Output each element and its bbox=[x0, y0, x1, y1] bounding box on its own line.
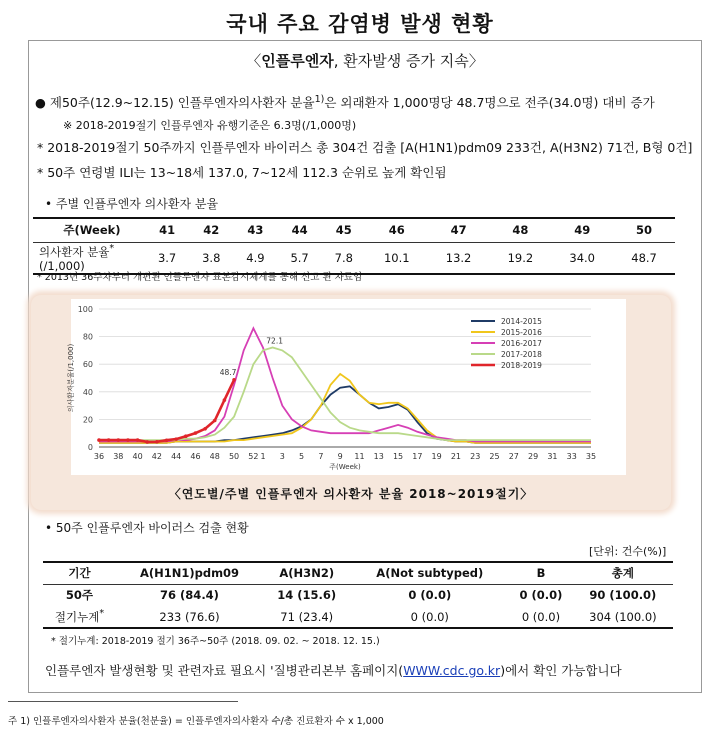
x-tick-label: 36 bbox=[93, 452, 105, 461]
week-value-cell: 3.8 bbox=[202, 250, 221, 265]
chart-caption: 〈연도별/주별 인플루엔자 의사환자 분율 2018~2019절기〉 bbox=[168, 487, 534, 501]
virus-cell: 14 (15.6) bbox=[277, 588, 337, 603]
week-value-cell: 19.2 bbox=[507, 250, 534, 265]
x-tick-label: 35 bbox=[585, 452, 597, 461]
series-point bbox=[165, 438, 169, 442]
weekly-footnote: * 2013년 36주차부터 개편된 인플루엔자 표본감시체계를 통해 신고 된 자료임 bbox=[37, 272, 363, 283]
legend-label: 2015-2016 bbox=[501, 328, 542, 337]
current-annotation: 48.7 bbox=[219, 367, 237, 377]
x-tick-label: 13 bbox=[373, 452, 384, 461]
week-value-cell: 5.7 bbox=[290, 250, 309, 265]
x-tick-label: 9 bbox=[337, 452, 343, 461]
x-tick-label: 7 bbox=[318, 452, 324, 461]
virus-cell: 0 (0.0) bbox=[519, 588, 563, 603]
virus-column-header: A(H3N2) bbox=[263, 562, 350, 584]
x-tick-label: 48 bbox=[209, 452, 220, 461]
series-point bbox=[203, 427, 207, 431]
info-line: 인플루엔자 발생현황 및 관련자료 필요시 '질병관리본부 홈페이지(WWW.cdc.go.kr)에서 확인 가능합니다 bbox=[45, 663, 622, 678]
virus-cell: 304 (100.0) bbox=[589, 609, 657, 624]
virus-table bbox=[43, 561, 673, 629]
series-point bbox=[116, 438, 120, 442]
weekly-heading: • 주별 인플루엔자 의사환자 분율 bbox=[45, 197, 219, 211]
x-tick-label: 11 bbox=[354, 452, 365, 461]
x-tick-label: 17 bbox=[412, 452, 423, 461]
y-tick-label: 40 bbox=[82, 387, 93, 397]
y-tick-label: 100 bbox=[77, 305, 93, 314]
footnote-divider bbox=[8, 701, 238, 702]
x-axis-label: 주(Week) bbox=[329, 463, 361, 471]
series-point bbox=[184, 434, 188, 438]
x-tick-label: 44 bbox=[171, 452, 182, 461]
series-point bbox=[155, 440, 159, 444]
y-tick-label: 0 bbox=[87, 443, 93, 452]
legend-label: 2016-2017 bbox=[501, 339, 542, 348]
virus-column-header: 총계 bbox=[573, 562, 673, 584]
week-value-cell: 13.2 bbox=[445, 250, 472, 265]
weekly-header-label: 주(Week) bbox=[33, 218, 145, 242]
bullet-virus-total: * 2018-2019절기 50주까지 인플루엔자 바이러스 총 304건 검출 [A(H1N1)pdm09 233건, A(H3N2) 71건, B형 0건] bbox=[37, 140, 693, 155]
x-tick-label: 46 bbox=[190, 452, 201, 461]
bullet-weekly-rate: ● 제50주(12.9~12.15) 인플루엔자의사환자 분율$^{1)}$은 외래환자 1,000명당 48.7명으로 전주(34.0명) 대비 증가 bbox=[35, 93, 655, 110]
y-tick-label: 20 bbox=[82, 415, 93, 425]
legend-label: 2017-2018 bbox=[501, 350, 542, 359]
week-header-cell: 43 bbox=[233, 218, 277, 242]
virus-heading: • 50주 인플루엔자 바이러스 검출 현황 bbox=[45, 521, 249, 535]
x-tick-label: 27 bbox=[508, 452, 519, 461]
x-tick-label: 15 bbox=[392, 452, 404, 461]
week-value-cell: 10.1 bbox=[383, 250, 410, 265]
footer-footnote: 주 1) 인플루엔자의사환자 분율(천분율) = 인플루엔자의사환자 수/총 진료환자 수 x 1,000 bbox=[8, 716, 384, 727]
series-point bbox=[194, 431, 198, 435]
virus-cell: 0 (0.0) bbox=[410, 609, 449, 624]
week-value-cell: 4.9 bbox=[246, 250, 265, 265]
virus-column-header: 기간 bbox=[43, 562, 116, 584]
weekly-row-label: 의사환자 분율*(/1,000) bbox=[39, 242, 115, 274]
week-header-cell: 47 bbox=[428, 218, 490, 242]
virus-cell: 90 (100.0) bbox=[589, 588, 657, 603]
peak-annotation: 72.1 bbox=[266, 336, 283, 346]
week-header-cell: 46 bbox=[366, 218, 428, 242]
virus-cell: 71 (23.4) bbox=[280, 609, 334, 624]
week-value-cell: 3.7 bbox=[157, 250, 177, 265]
note-epidemic-threshold: ※ 2018-2019절기 인플루엔자 유행기준은 6.3명(/1,000명) bbox=[63, 119, 357, 132]
x-tick-label: 23 bbox=[470, 452, 481, 461]
y-tick-label: 60 bbox=[82, 360, 93, 370]
week-header-cell: 48 bbox=[489, 218, 551, 242]
cdc-website-link[interactable]: WWW.cdc.go.kr bbox=[403, 663, 501, 678]
x-tick-label: 19 bbox=[431, 452, 442, 461]
x-tick-label: 21 bbox=[450, 452, 462, 461]
virus-column-header: A(Not subtyped) bbox=[350, 562, 509, 584]
virus-cell: 0 (0.0) bbox=[408, 588, 452, 603]
virus-column-header: B bbox=[509, 562, 573, 584]
series-point bbox=[126, 438, 130, 442]
y-tick-label: 80 bbox=[82, 332, 93, 342]
series-point bbox=[223, 398, 227, 402]
report-box bbox=[28, 40, 702, 693]
legend-label: 2014-2015 bbox=[501, 317, 542, 326]
section-subtitle: 〈인플루엔자, 환자발생 증가 지속〉 bbox=[246, 52, 484, 70]
x-tick-label: 31 bbox=[547, 452, 558, 461]
series-point bbox=[174, 437, 178, 441]
week-header-cell: 44 bbox=[278, 218, 322, 242]
week-header-cell: 50 bbox=[613, 218, 675, 242]
series-point bbox=[136, 438, 140, 442]
x-tick-label: 33 bbox=[566, 452, 577, 461]
weekly-table bbox=[33, 217, 675, 275]
week-header-cell: 41 bbox=[145, 218, 189, 242]
series-point bbox=[107, 438, 111, 442]
series-point bbox=[145, 440, 149, 444]
ili-line-chart bbox=[31, 295, 671, 480]
virus-row-label: 50주 bbox=[65, 588, 94, 603]
legend-label: 2018-2019 bbox=[501, 361, 542, 370]
virus-row-label: 절기누계* bbox=[54, 608, 105, 624]
series-point bbox=[232, 378, 236, 382]
x-tick-label: 25 bbox=[489, 452, 500, 461]
bullet-age-ili: * 50주 연령별 ILI는 13~18세 137.0, 7~12세 112.3 순위로 높게 확인됨 bbox=[37, 165, 447, 180]
x-tick-label: 40 bbox=[132, 452, 143, 461]
x-tick-label: 29 bbox=[528, 452, 539, 461]
series-point bbox=[213, 419, 217, 423]
x-tick-label: 5 bbox=[299, 452, 305, 461]
x-tick-label: 38 bbox=[113, 452, 124, 461]
y-axis-label: 의사환자분율(/1,000) bbox=[67, 343, 75, 413]
week-header-cell: 42 bbox=[189, 218, 233, 242]
virus-cell: 76 (84.4) bbox=[160, 588, 219, 603]
x-tick-label: 42 bbox=[151, 452, 162, 461]
virus-unit: [단위: 건수(%)] bbox=[589, 545, 667, 558]
week-value-cell: 7.8 bbox=[334, 250, 353, 265]
series-point bbox=[97, 438, 101, 442]
x-tick-label: 52 bbox=[248, 452, 259, 461]
x-tick-label: 1 bbox=[260, 452, 266, 461]
virus-cell: 0 (0.0) bbox=[521, 609, 561, 624]
x-tick-label: 50 bbox=[228, 452, 240, 461]
page-title: 국내 주요 감염병 발생 현황 bbox=[226, 12, 494, 36]
week-header-cell: 45 bbox=[322, 218, 366, 242]
virus-footnote: * 절기누계: 2018-2019 절기 36주~50주 (2018. 09. 02. ~ 2018. 12. 15.) bbox=[51, 636, 380, 647]
week-header-cell: 49 bbox=[551, 218, 613, 242]
week-value-cell: 48.7 bbox=[631, 250, 657, 265]
chart-panel bbox=[31, 295, 671, 510]
virus-column-header: A(H1N1)pdm09 bbox=[116, 562, 263, 584]
week-value-cell: 34.0 bbox=[569, 250, 595, 265]
x-tick-label: 3 bbox=[279, 452, 285, 461]
virus-cell: 233 (76.6) bbox=[159, 609, 220, 624]
